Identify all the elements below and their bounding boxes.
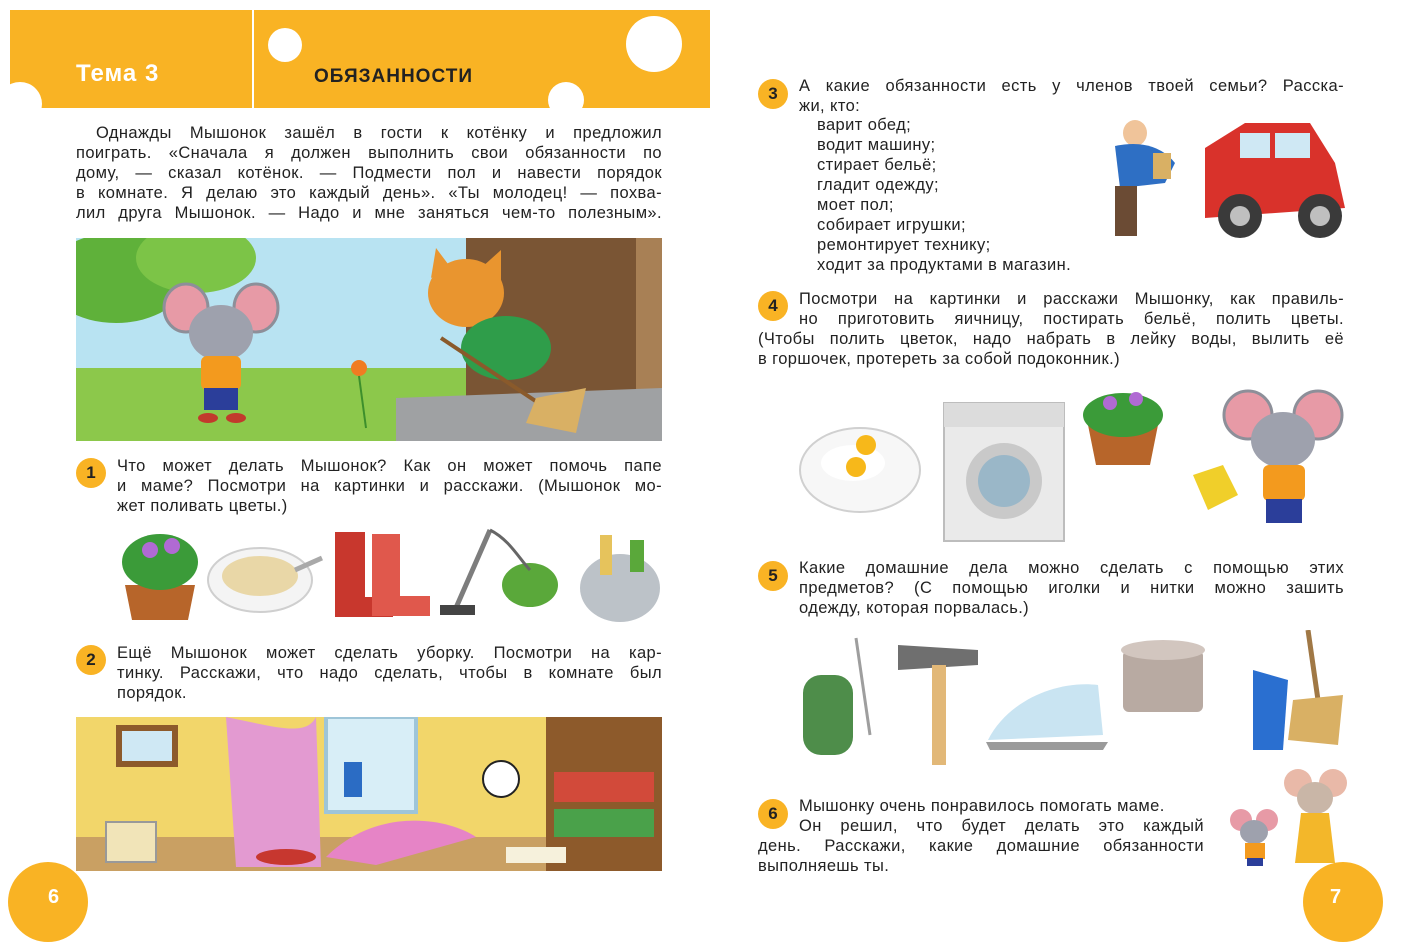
task6-line: день. Расскажи, какие домашние обязанности xyxy=(758,837,1204,855)
banner-dot xyxy=(626,16,682,72)
task1-pictures xyxy=(110,520,670,630)
washing-machine-icon xyxy=(944,403,1064,541)
page-title: ОБЯЗАННОСТИ xyxy=(314,66,473,87)
topic-banner xyxy=(10,10,710,108)
task3-list-item: гладит одежду; xyxy=(817,176,939,194)
task-number-badge: 6 xyxy=(758,799,788,829)
task4-pictures xyxy=(798,385,1358,545)
task-number-badge: 3 xyxy=(758,79,788,109)
fried-eggs-icon xyxy=(800,428,920,512)
vacuum-cleaner-icon xyxy=(440,530,558,615)
task5-pictures xyxy=(798,630,1358,775)
iron-icon xyxy=(986,684,1108,750)
right-page xyxy=(710,0,1420,951)
cooking-pot-icon xyxy=(1121,640,1205,712)
page-number-badge xyxy=(8,862,88,942)
task-number-badge: 1 xyxy=(76,458,106,488)
banner-dot xyxy=(548,82,584,118)
thread-and-needle-icon xyxy=(803,638,870,755)
messy-room-illustration xyxy=(76,717,662,871)
soup-bowl-icon xyxy=(208,548,322,612)
task3-line: жи, кто: xyxy=(799,97,861,115)
task3-line: А какие обязанности есть у членов твоей семьи? Расска- xyxy=(799,77,1344,95)
task2-line: Ещё Мышонок может сделать уборку. Посмотри на кар- xyxy=(117,644,662,662)
task3-list-item: моет пол; xyxy=(817,196,894,214)
task5-line: предметов? (С помощью иголки и нитки можно зашить xyxy=(799,579,1344,597)
task6-line: выполняешь ты. xyxy=(758,857,890,875)
task5-line: Какие домашние дела можно сделать с помощью этих xyxy=(799,559,1344,577)
task-number-badge: 5 xyxy=(758,561,788,591)
page-number: 6 xyxy=(48,886,60,908)
mouse-family-illustration xyxy=(1223,768,1353,868)
task6-line: Он решил, что будет делать это каждый xyxy=(799,817,1204,835)
task3-list-item: варит обед; xyxy=(817,116,912,134)
mouse-kitten-illustration xyxy=(76,238,662,441)
task4-line: (Чтобы полить цветок, надо набрать в лейку воды, вылить её xyxy=(758,330,1344,348)
task3-list-item: водит машину; xyxy=(817,136,936,154)
rubber-boots-icon xyxy=(335,532,430,617)
task3-list-item: ремонтирует технику; xyxy=(817,236,991,254)
task1-line: жет поливать цветы.) xyxy=(117,497,288,515)
intro-line: Однажды Мышонок зашёл в гости к котёнку и предложил xyxy=(96,124,662,142)
task4-line: в горшочек, протереть за собой подоконник.) xyxy=(758,350,1121,368)
page-number: 7 xyxy=(1330,886,1342,908)
hammer-icon xyxy=(898,645,978,765)
task-number-badge: 4 xyxy=(758,291,788,321)
grocery-bag-icon xyxy=(580,535,660,622)
flower-pot-icon xyxy=(122,534,198,620)
task5-line: одежду, которая порвалась.) xyxy=(799,599,1030,617)
task2-line: порядок. xyxy=(117,684,187,702)
task-number-badge: 2 xyxy=(76,645,106,675)
page-number-badge xyxy=(1303,862,1383,942)
banner-dot xyxy=(0,82,42,126)
task3-list-item: собирает игрушки; xyxy=(817,216,966,234)
task1-line: и маме? Посмотри на картинки и расскажи. (Мышонок мо- xyxy=(117,477,662,495)
mouse-watering-icon xyxy=(1193,391,1342,523)
banner-dot xyxy=(268,28,302,62)
potted-plant-icon xyxy=(1083,392,1163,465)
intro-line: в комнате. Я делаю это каждый день». «Ты молодец! — похва- xyxy=(76,184,662,202)
task3-list-item: стирает бельё; xyxy=(817,156,937,174)
task6-line: Мышонку очень понравилось помогать маме. xyxy=(799,797,1165,815)
task4-line: но приготовить яичницу, постирать бельё, полить цветы. xyxy=(799,310,1344,328)
task4-line: Посмотри на картинки и расскажи Мышонку, как правиль- xyxy=(799,290,1344,308)
banner-divider xyxy=(252,10,254,108)
task1-line: Что может делать Мышонок? Как он может помочь папе xyxy=(117,457,662,475)
intro-line: поиграть. «Сначала я должен выполнить свои обязанности по xyxy=(76,144,662,162)
task2-line: тинку. Расскажи, что надо сделать, чтобы в комнате был xyxy=(117,664,662,682)
intro-line: лил друга Мышонок. — Надо и мне заняться чем-то полезным». xyxy=(76,204,662,222)
intro-line: дому, — сказал котёнок. — Подмести пол и навести порядок xyxy=(76,164,662,182)
man-fixing-car-illustration xyxy=(1095,108,1350,246)
topic-label: Тема 3 xyxy=(76,60,160,87)
task3-list-item: ходит за продуктами в магазин. xyxy=(817,256,1072,274)
dustpan-and-broom-icon xyxy=(1253,630,1343,750)
